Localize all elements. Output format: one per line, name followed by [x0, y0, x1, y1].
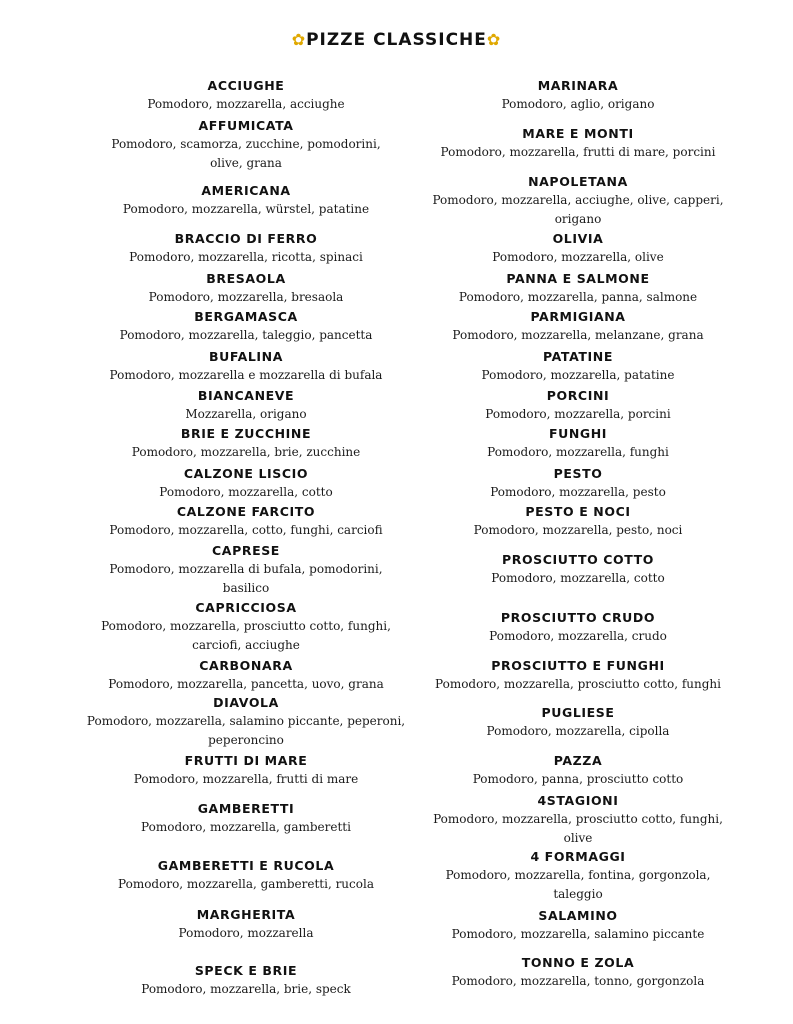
- pizza-name: CARBONARA: [199, 658, 293, 673]
- pizza-name: PUGLIESE: [541, 705, 615, 720]
- menu-item: [76, 657, 416, 694]
- pizza-ingredients: Pomodoro, mozzarella, cotto, funghi, carciofi: [109, 523, 383, 537]
- menu-item: [76, 230, 416, 267]
- pizza-ingredients: Pomodoro, mozzarella, tonno, gorgonzola: [451, 974, 705, 988]
- menu-item: [408, 125, 748, 162]
- pizza-ingredients: Pomodoro, mozzarella, porcini: [485, 407, 671, 421]
- menu-item: [76, 308, 416, 345]
- menu-item: [408, 348, 748, 385]
- menu-item: [408, 609, 748, 646]
- pizza-name: BRIE E ZUCCHINE: [180, 426, 312, 441]
- menu-item: [76, 752, 416, 789]
- menu-item: [408, 465, 748, 502]
- pizza-name: MARGHERITA: [196, 907, 296, 922]
- pizza-name: BUFALINA: [208, 349, 283, 364]
- menu-item: [408, 752, 748, 789]
- menu-item: [96, 117, 396, 173]
- pizza-ingredients: Pomodoro, mozzarella, gamberetti: [141, 820, 351, 834]
- pizza-ingredients: Pomodoro, scamorza, zucchine, pomodorini, olive, grana: [111, 137, 381, 170]
- pizza-name: PROSCIUTTO E FUNGHI: [491, 658, 665, 673]
- menu-item: [76, 800, 416, 837]
- pizza-ingredients: Pomodoro, mozzarella, crudo: [489, 629, 667, 643]
- pizza-ingredients: Pomodoro, mozzarella, prosciutto cotto, funghi: [435, 677, 721, 691]
- pizza-name: 4STAGIONI: [537, 793, 619, 808]
- pizza-name: SALAMINO: [538, 908, 618, 923]
- pizza-ingredients: Pomodoro, mozzarella, funghi: [487, 445, 669, 459]
- menu-item: [76, 906, 416, 943]
- pizza-name: PROSCIUTTO COTTO: [501, 552, 655, 567]
- pizza-name: CAPRESE: [212, 543, 280, 558]
- menu-item: [408, 551, 748, 588]
- menu-item: [408, 308, 748, 345]
- pizza-ingredients: Pomodoro, mozzarella, cotto: [159, 485, 333, 499]
- pizza-name: CALZONE LISCIO: [183, 466, 309, 481]
- menu-item: [76, 465, 416, 502]
- pizza-name: MARINARA: [537, 78, 619, 93]
- pizza-name: SPECK E BRIE: [194, 963, 298, 978]
- pizza-ingredients: Pomodoro, mozzarella, pesto, noci: [473, 523, 683, 537]
- pizza-ingredients: Pomodoro, mozzarella, salamino piccante, peperoni, peperoncino: [86, 714, 406, 747]
- pizza-name: FRUTTI DI MARE: [184, 753, 308, 768]
- pizza-name: PATATINE: [543, 349, 613, 364]
- pizza-ingredients: Pomodoro, mozzarella, patatine: [481, 368, 675, 382]
- menu-item: [96, 542, 396, 598]
- pizza-ingredients: Pomodoro, mozzarella, acciughe: [147, 97, 345, 111]
- pizza-ingredients: Pomodoro, mozzarella, prosciutto cotto, funghi, carciofi, acciughe: [101, 619, 391, 652]
- pizza-name: BERGAMASCA: [194, 309, 298, 324]
- page-title: [0, 30, 793, 50]
- menu-item: [408, 657, 748, 694]
- pizza-name: AFFUMICATA: [198, 118, 294, 133]
- pizza-ingredients: Pomodoro, mozzarella, gamberetti, rucola: [118, 877, 374, 891]
- pizza-ingredients: Pomodoro, aglio, origano: [501, 97, 655, 111]
- menu-item: [76, 425, 416, 462]
- pizza-name: PANNA E SALMONE: [506, 271, 650, 286]
- pizza-name: ACCIUGHE: [207, 78, 285, 93]
- pizza-name: PESTO: [553, 466, 603, 481]
- pizza-name: BIANCANEVE: [197, 388, 295, 403]
- pizza-name: DIAVOLA: [213, 695, 279, 710]
- pizza-ingredients: Pomodoro, mozzarella, cotto: [491, 571, 665, 585]
- menu-item: [81, 599, 411, 655]
- pizza-ingredients: Pomodoro, mozzarella, pesto: [490, 485, 666, 499]
- pizza-ingredients: Pomodoro, mozzarella, olive: [492, 250, 664, 264]
- pizza-name: BRACCIO DI FERRO: [174, 231, 318, 246]
- menu-item: [423, 792, 733, 848]
- menu-item: [408, 503, 748, 540]
- pizza-ingredients: Pomodoro, mozzarella: [178, 926, 314, 940]
- pizza-name: PESTO E NOCI: [525, 504, 631, 519]
- pizza-ingredients: Pomodoro, mozzarella e mozzarella di bufala: [109, 368, 383, 382]
- menu-item: [76, 387, 416, 424]
- pizza-name: PORCINI: [546, 388, 610, 403]
- pizza-name: BRESAOLA: [206, 271, 286, 286]
- menu-item: [408, 425, 748, 462]
- menu-item: [408, 270, 748, 307]
- menu-item: [76, 270, 416, 307]
- pizza-ingredients: Pomodoro, mozzarella, frutti di mare: [133, 772, 359, 786]
- menu-item: [408, 77, 748, 114]
- pizza-name: TONNO E ZOLA: [521, 955, 635, 970]
- menu-item: [76, 694, 416, 750]
- pizza-ingredients: Pomodoro, mozzarella, ricotta, spinaci: [129, 250, 363, 264]
- pizza-ingredients: Pomodoro, mozzarella, brie, zucchine: [131, 445, 361, 459]
- pizza-ingredients: Pomodoro, mozzarella, bresaola: [148, 290, 344, 304]
- pizza-ingredients: Pomodoro, mozzarella, taleggio, pancetta: [119, 328, 373, 342]
- pizza-ingredients: Pomodoro, mozzarella, cipolla: [486, 724, 670, 738]
- menu-item: [408, 387, 748, 424]
- pizza-ingredients: Mozzarella, origano: [185, 407, 307, 421]
- pizza-ingredients: Pomodoro, mozzarella, pancetta, uovo, grana: [108, 677, 384, 691]
- pizza-ingredients: Pomodoro, mozzarella, würstel, patatine: [122, 202, 370, 216]
- pizza-ingredients: Pomodoro, mozzarella, frutti di mare, porcini: [440, 145, 716, 159]
- pizza-name: PARMIGIANA: [530, 309, 626, 324]
- menu-item: [76, 857, 416, 894]
- pizza-name: FUNGHI: [548, 426, 608, 441]
- pizza-ingredients: Pomodoro, mozzarella, melanzane, grana: [452, 328, 704, 342]
- pizza-name: CALZONE FARCITO: [176, 504, 316, 519]
- pizza-ingredients: Pomodoro, mozzarella, panna, salmone: [458, 290, 698, 304]
- menu-item: [423, 173, 733, 229]
- pizza-ingredients: Pomodoro, mozzarella, brie, speck: [141, 982, 351, 996]
- pizza-ingredients: Pomodoro, panna, prosciutto cotto: [472, 772, 684, 786]
- pizza-name: NAPOLETANA: [528, 174, 628, 189]
- pizza-name: PROSCIUTTO CRUDO: [500, 610, 656, 625]
- pizza-name: OLIVIA: [552, 231, 604, 246]
- menu-item: [408, 230, 748, 267]
- pizza-name: GAMBERETTI: [197, 801, 295, 816]
- sunflower-icon: ✿: [486, 30, 502, 49]
- menu-item: [433, 848, 723, 904]
- pizza-name: 4 FORMAGGI: [530, 849, 626, 864]
- pizza-ingredients: Pomodoro, mozzarella di bufala, pomodorini, basilico: [109, 562, 383, 595]
- menu-item: [76, 503, 416, 540]
- menu-item: [408, 954, 748, 991]
- pizza-ingredients: Pomodoro, mozzarella, acciughe, olive, capperi, origano: [432, 193, 724, 226]
- pizza-name: MARE E MONTI: [522, 126, 634, 141]
- menu-item: [76, 962, 416, 999]
- sunflower-icon: ✿: [291, 30, 307, 49]
- menu-item: [408, 907, 748, 944]
- menu-item: [76, 348, 416, 385]
- pizza-ingredients: Pomodoro, mozzarella, salamino piccante: [451, 927, 705, 941]
- pizza-ingredients: Pomodoro, mozzarella, prosciutto cotto, funghi, olive: [433, 812, 723, 845]
- pizza-name: AMERICANA: [201, 183, 291, 198]
- pizza-ingredients: Pomodoro, mozzarella, fontina, gorgonzola, taleggio: [445, 868, 711, 901]
- menu-item: [76, 182, 416, 219]
- pizza-name: CAPRICCIOSA: [195, 600, 297, 615]
- menu-item: [76, 77, 416, 114]
- pizza-name: GAMBERETTI E RUCOLA: [157, 858, 335, 873]
- menu-item: [408, 704, 748, 741]
- page-title-text: PIZZE CLASSICHE: [306, 30, 487, 50]
- pizza-name: PAZZA: [553, 753, 603, 768]
